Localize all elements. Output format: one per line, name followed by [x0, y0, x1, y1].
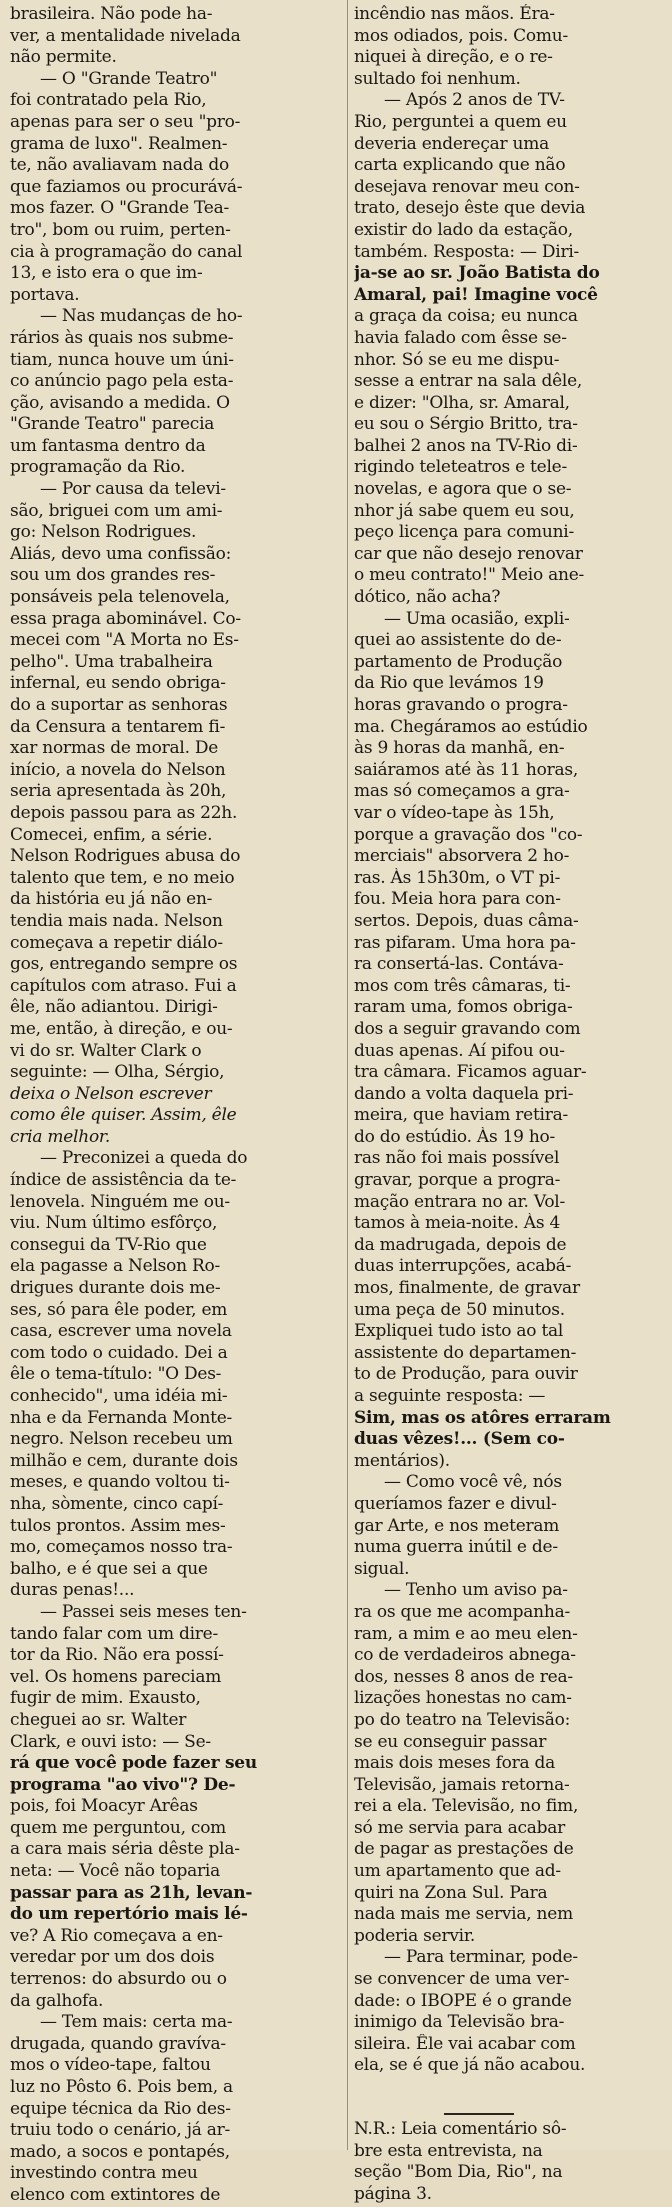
text-line: tando falar com um dire-	[10, 1623, 218, 1644]
text-line: sileira. Êle vai acabar com	[354, 2033, 576, 2054]
text-line: var o vídeo-tape às 15h,	[354, 802, 555, 823]
text-line: mos, finalmente, de gravar	[354, 1278, 580, 1299]
text-line: trato, desejo êste que devia	[354, 198, 586, 219]
text-line: tulos prontos. Assim mes-	[10, 1515, 226, 1536]
text-line: com todo o cuidado. Dei a	[10, 1342, 228, 1363]
text-line: — Após 2 anos de TV-	[384, 90, 565, 111]
text-line: rei a ela. Televisão, no fim,	[354, 1796, 579, 1817]
column-divider	[347, 0, 348, 2150]
text-line: novelas, e agora que o se-	[354, 479, 572, 500]
text-line: balhei 2 anos na TV-Rio di-	[354, 435, 578, 456]
text-line: duas apenas. Aí pifou ou-	[354, 1040, 565, 1061]
text-line: ponsáveis pela telenovela,	[10, 587, 230, 608]
text-line: go: Nelson Rodrigues.	[10, 522, 197, 543]
text-line: mentários).	[354, 1450, 450, 1471]
text-line: da galhofa.	[10, 1990, 104, 2011]
text-line: saiáramos até às 11 horas,	[354, 759, 578, 780]
text-line: mado, a socos e pontapés,	[10, 2141, 230, 2162]
text-line: eu sou o Sérgio Britto, tra-	[354, 414, 578, 435]
text-line: começava a repetir diálo-	[10, 932, 223, 953]
text-line: existir do lado da estação,	[354, 219, 573, 240]
text-line: "Grande Teatro" parecia	[10, 414, 215, 435]
text-line: são, briguei com um ami-	[10, 500, 223, 521]
text-line: tra câmara. Ficamos aguar-	[354, 1062, 587, 1083]
text-line: mo, começamos nosso tra-	[10, 1537, 233, 1558]
text-line: — Preconizei a queda do	[40, 1148, 248, 1169]
text-line: drigues durante dois me-	[10, 1278, 221, 1299]
text-line: drugada, quando gravíva-	[10, 2033, 226, 2054]
text-line: havia falado com êsse se-	[354, 327, 567, 348]
text-line: sou um dos grandes res-	[10, 565, 216, 586]
left-column	[10, 4, 342, 2207]
text-line: Amaral, pai! Imagine você	[354, 284, 598, 305]
text-line: ras. Às 15h30m, o VT pi-	[354, 867, 561, 888]
text-line: um apartamento que ad-	[354, 1861, 561, 1882]
text-line: página 3.	[354, 2183, 432, 2204]
text-line: inimigo da Televisão bra-	[354, 2012, 565, 2033]
text-line: — Passei seis meses ten-	[40, 1601, 247, 1622]
text-line: programa "ao vivo"? De-	[10, 1774, 236, 1795]
right-column-body	[354, 4, 666, 2077]
text-line: cria melhor.	[10, 1126, 111, 1147]
text-line: a seguinte resposta: —	[354, 1386, 546, 1406]
text-line: mação entrara no ar. Vol-	[354, 1191, 565, 1212]
text-line: sultado foi nenhum.	[354, 68, 521, 89]
text-line: às 9 horas da manhã, en-	[354, 738, 565, 759]
text-line: do a suportar as senhoras	[10, 695, 228, 715]
text-line: negro. Nelson recebeu um	[10, 1429, 233, 1450]
text-line: duas interrupções, acabá-	[354, 1256, 572, 1277]
text-line: milhão e cem, durante dois	[10, 1450, 238, 1471]
text-line: nhor. Só se eu me dispu-	[354, 349, 560, 370]
text-line: Nelson Rodrigues abusa do	[10, 846, 241, 867]
text-line: gravar, porque a progra-	[354, 1170, 561, 1191]
text-line: co de verdadeiros abnega-	[354, 1645, 576, 1666]
text-line: truiu todo o cenário, já ar-	[10, 2120, 231, 2141]
text-line: rigindo teleteatros e tele-	[354, 457, 567, 478]
text-line: Expliquei tudo isto ao tal	[354, 1321, 564, 1342]
text-line: ses, só para êle poder, em	[10, 1299, 228, 1320]
section-separator	[444, 2113, 514, 2115]
text-line: quem me perguntou, com	[10, 1817, 227, 1838]
text-line: de pagar as prestações de	[354, 1839, 574, 1860]
text-line: ram, a mim e ao meu elen-	[354, 1623, 578, 1644]
text-line: sigual.	[354, 1558, 410, 1579]
text-line: vi do sr. Walter Clark o	[10, 1040, 202, 1061]
text-line: mos odiados, pois. Comu-	[354, 25, 568, 46]
text-line: assistente do departamen-	[354, 1342, 577, 1363]
text-line: neta: — Você não toparia	[10, 1861, 220, 1882]
text-line: fugir de mim. Exausto,	[10, 1688, 201, 1709]
text-line: incêndio nas mãos. Éra-	[354, 4, 555, 24]
text-line: horas gravando o progra-	[354, 695, 568, 715]
text-line: dando a volta daquela pri-	[354, 1083, 574, 1104]
text-line: — Por causa da televi-	[40, 479, 226, 500]
text-line: e dizer: "Olha, sr. Amaral,	[354, 392, 570, 413]
text-line: veredar por um dos dois	[10, 1947, 215, 1968]
text-line: Clark, e ouvi isto: — Se-	[10, 1731, 211, 1752]
text-line: fou. Meia hora para con-	[354, 889, 561, 910]
text-line: ras pifaram. Uma hora pa-	[354, 932, 576, 953]
text-line: quiri na Zona Sul. Para	[354, 1882, 548, 1903]
text-line: tiam, nunca houve um úni-	[10, 349, 234, 370]
text-line: Comecei, enfim, a série.	[10, 824, 213, 845]
text-line: porque a gravação dos "co-	[354, 824, 583, 845]
text-line: bre esta entrevista, na	[354, 2140, 543, 2161]
text-line: — Nas mudanças de ho-	[40, 306, 243, 327]
text-line: do um repertório mais lé-	[10, 1904, 248, 1925]
text-line: seção "Bom Dia, Rio", na	[354, 2162, 563, 2183]
text-line: ção, avisando a medida. O	[10, 392, 230, 413]
text-line: luz no Pôsto 6. Pois bem, a	[10, 2077, 233, 2097]
text-line: se eu conseguir passar	[354, 1731, 547, 1752]
text-line: nada mais me servia, nem	[354, 1904, 573, 1925]
text-line: N.R.: Leia comentário sô-	[354, 2119, 567, 2139]
text-line: gar Arte, e nos meteram	[354, 1515, 560, 1536]
text-line: to de Produção, para ouvir	[354, 1364, 578, 1385]
text-line: vel. Os homens pareciam	[10, 1666, 222, 1687]
text-line: grama de luxo". Realmen-	[10, 133, 228, 154]
text-line: índice de assistência da te-	[10, 1170, 237, 1191]
text-line: xar normas de moral. De	[10, 738, 219, 759]
text-line: mecei com "A Morta no Es-	[10, 630, 239, 651]
text-line: apenas para ser o seu "pro-	[10, 111, 241, 132]
text-line: foi contratado pela Rio,	[10, 90, 207, 111]
text-line: lenovela. Ninguém me ou-	[10, 1191, 230, 1212]
text-line: casa, escrever uma novela	[10, 1321, 232, 1342]
text-line: Rio, perguntei a quem eu	[354, 111, 567, 132]
text-line: investindo contra meu	[10, 2163, 198, 2184]
text-line: — Tenho um aviso pa-	[384, 1580, 568, 1601]
text-line: viu. Num último esfôrço,	[10, 1213, 218, 1234]
text-line: da Rio que levámos 19	[354, 673, 544, 694]
text-line: cia à programação do canal	[10, 241, 243, 262]
text-line: 13, e isto era o que im-	[10, 263, 203, 284]
text-line: te, não avaliavam nada do	[10, 155, 229, 176]
text-line: da história eu já não en-	[10, 889, 213, 910]
text-line: co anúncio pago pela esta-	[10, 371, 234, 392]
text-line: não permite.	[10, 47, 117, 68]
text-line: dos a seguir gravando com	[354, 1018, 581, 1039]
text-line: ra consertá-las. Contáva-	[354, 954, 564, 975]
right-column	[354, 4, 666, 2205]
text-line: capítulos com atraso. Fui a	[10, 975, 237, 996]
text-line: Aliás, devo uma confissão:	[10, 543, 232, 564]
text-line: tendia mais nada. Nelson	[10, 910, 223, 931]
text-line: se convencer de uma ver-	[354, 1969, 570, 1990]
text-line: lizações honestas no cam-	[354, 1688, 572, 1709]
text-line: só me servia para acabar	[354, 1817, 566, 1838]
text-line: seria apresentada às 20h,	[10, 781, 227, 802]
text-line: tamos à meia-noite. Às 4	[354, 1213, 561, 1234]
text-line: pelho". Uma trabalheira	[10, 651, 213, 672]
text-line: depois passou para as 22h.	[10, 802, 238, 823]
text-line: nha, sòmente, cinco capí-	[10, 1493, 224, 1514]
text-line: deveria endereçar uma	[354, 133, 549, 154]
text-line: brasileira. Não pode ha-	[10, 4, 213, 24]
text-line: carta explicando que não	[354, 155, 566, 176]
text-line: — O "Grande Teatro"	[40, 68, 218, 89]
text-line: infernal, eu sendo obriga-	[10, 673, 226, 694]
text-line: ver, a mentalidade nivelada	[10, 25, 241, 46]
text-line: peço licença para comuni-	[354, 522, 574, 543]
text-line: a cara mais séria dêste pla-	[10, 1839, 240, 1860]
text-line: meira, que haviam retira-	[354, 1105, 568, 1126]
text-line: ma. Chegáramos ao estúdio	[354, 716, 588, 737]
text-line: sertos. Depois, duas câma-	[354, 910, 579, 931]
text-line: que faziamos ou procurává-	[10, 176, 243, 197]
text-line: partamento de Produção	[354, 651, 563, 672]
text-line: Televisão, jamais retorna-	[354, 1774, 570, 1795]
text-line: também. Resposta: — Diri-	[354, 241, 580, 262]
text-line: me, então, à direção, e ou-	[10, 1018, 233, 1039]
text-line: dade: o IBOPE é o grande	[354, 1990, 572, 2011]
text-line: nhor já sabe quem eu sou,	[354, 500, 575, 521]
text-line: balho, e é que sei a que	[10, 1558, 208, 1579]
text-line: início, a novela do Nelson	[10, 759, 226, 780]
text-line: um fantasma dentro da	[10, 435, 206, 456]
text-line: po do teatro na Televisão:	[354, 1709, 571, 1730]
text-line: ela, se é que já não acabou.	[354, 2055, 586, 2076]
text-line: portava.	[10, 284, 80, 305]
text-line: equipe técnica da Rio des-	[10, 2098, 231, 2119]
text-line: mos fazer. O "Grande Tea-	[10, 198, 229, 219]
text-line: duas vêzes!... (Sem co-	[354, 1429, 565, 1450]
text-line: o meu contrato!" Meio ane-	[354, 565, 585, 586]
text-line: elenco com extintores de	[10, 2184, 221, 2205]
text-line: sesse a entrar na sala dêle,	[354, 371, 583, 392]
text-line: nha e da Fernanda Monte-	[10, 1407, 233, 1428]
text-line: ras não foi mais possível	[354, 1148, 560, 1169]
text-line: talento que tem, e no meio	[10, 867, 235, 888]
text-line: merciais" absorvera 2 ho-	[354, 846, 570, 867]
text-line: tro", bom ou ruim, perten-	[10, 219, 231, 240]
text-line: êle o tema-título: "O Des-	[10, 1364, 222, 1385]
text-line: Sim, mas os atôres erraram	[354, 1407, 611, 1428]
text-line: cheguei ao sr. Walter	[10, 1709, 187, 1730]
text-line: mas só começamos a gra-	[354, 781, 570, 802]
text-line: uma peça de 50 minutos.	[354, 1299, 565, 1320]
text-line: a graça da coisa; eu nunca	[354, 306, 578, 327]
text-line: ela pagasse a Nelson Ro-	[10, 1256, 220, 1277]
text-line: dótico, não acha?	[354, 587, 501, 608]
text-line: como êle quiser. Assim, êle	[10, 1105, 237, 1126]
text-line: raram uma, fomos obriga-	[354, 997, 573, 1018]
text-line: terrenos: do absurdo ou o	[10, 1969, 227, 1990]
text-line: numa guerra inútil e de-	[354, 1537, 558, 1558]
text-line: êle, não adiantou. Dirigi-	[10, 997, 218, 1018]
text-line: tor da Rio. Não era possí-	[10, 1645, 224, 1666]
text-line: niquei à direção, e o re-	[354, 47, 553, 68]
text-line: da madrugada, depois de	[354, 1234, 567, 1255]
text-line: — Para terminar, pode-	[384, 1947, 578, 1968]
text-line: dos, nesses 8 anos de rea-	[354, 1666, 573, 1687]
text-line: mos com três câmaras, ti-	[354, 975, 571, 996]
text-line: rários às quais nos subme-	[10, 327, 234, 348]
text-line: essa praga abominável. Co-	[10, 608, 241, 629]
text-line: poderia servir.	[354, 1925, 476, 1946]
text-line: ra os que me acompanha-	[354, 1601, 570, 1622]
text-line: do do estúdio. Às 19 ho-	[354, 1126, 556, 1147]
text-line: — Como você vê, nós	[384, 1472, 562, 1493]
text-line: duras penas!...	[10, 1580, 135, 1601]
text-line: — Uma ocasião, expli-	[384, 608, 570, 629]
text-line: queríamos fazer e divul-	[354, 1493, 557, 1514]
text-line: seguinte: — Olha, Sérgio,	[10, 1062, 225, 1083]
text-line: conhecido", uma idéia mi-	[10, 1386, 228, 1406]
text-line: ja-se ao sr. João Batista do	[354, 263, 600, 284]
text-line: rá que você pode fazer seu	[10, 1753, 257, 1774]
text-line: car que não desejo renovar	[354, 543, 583, 564]
text-line: consegui da TV-Rio que	[10, 1234, 207, 1255]
text-line: ve? A Rio começava a en-	[10, 1925, 223, 1946]
text-line: gos, entregando sempre os	[10, 954, 238, 975]
text-line: mos o vídeo-tape, faltou	[10, 2055, 211, 2076]
text-line: deixa o Nelson escrever	[10, 1083, 212, 1104]
text-line: desejava renovar meu con-	[354, 176, 580, 197]
text-line: mais dois meses fora da	[354, 1753, 556, 1774]
text-line: — Tem mais: certa ma-	[40, 2012, 233, 2033]
text-line: passar para as 21h, levan-	[10, 1882, 253, 1903]
text-line: quei ao assistente do de-	[354, 630, 562, 651]
text-line: programação da Rio.	[10, 457, 186, 478]
text-line: pois, foi Moacyr Arêas	[10, 1796, 198, 1817]
editor-note	[354, 2119, 666, 2205]
text-line: da Censura a tentarem fi-	[10, 716, 226, 737]
text-line: meses, e quando voltou ti-	[10, 1472, 230, 1493]
